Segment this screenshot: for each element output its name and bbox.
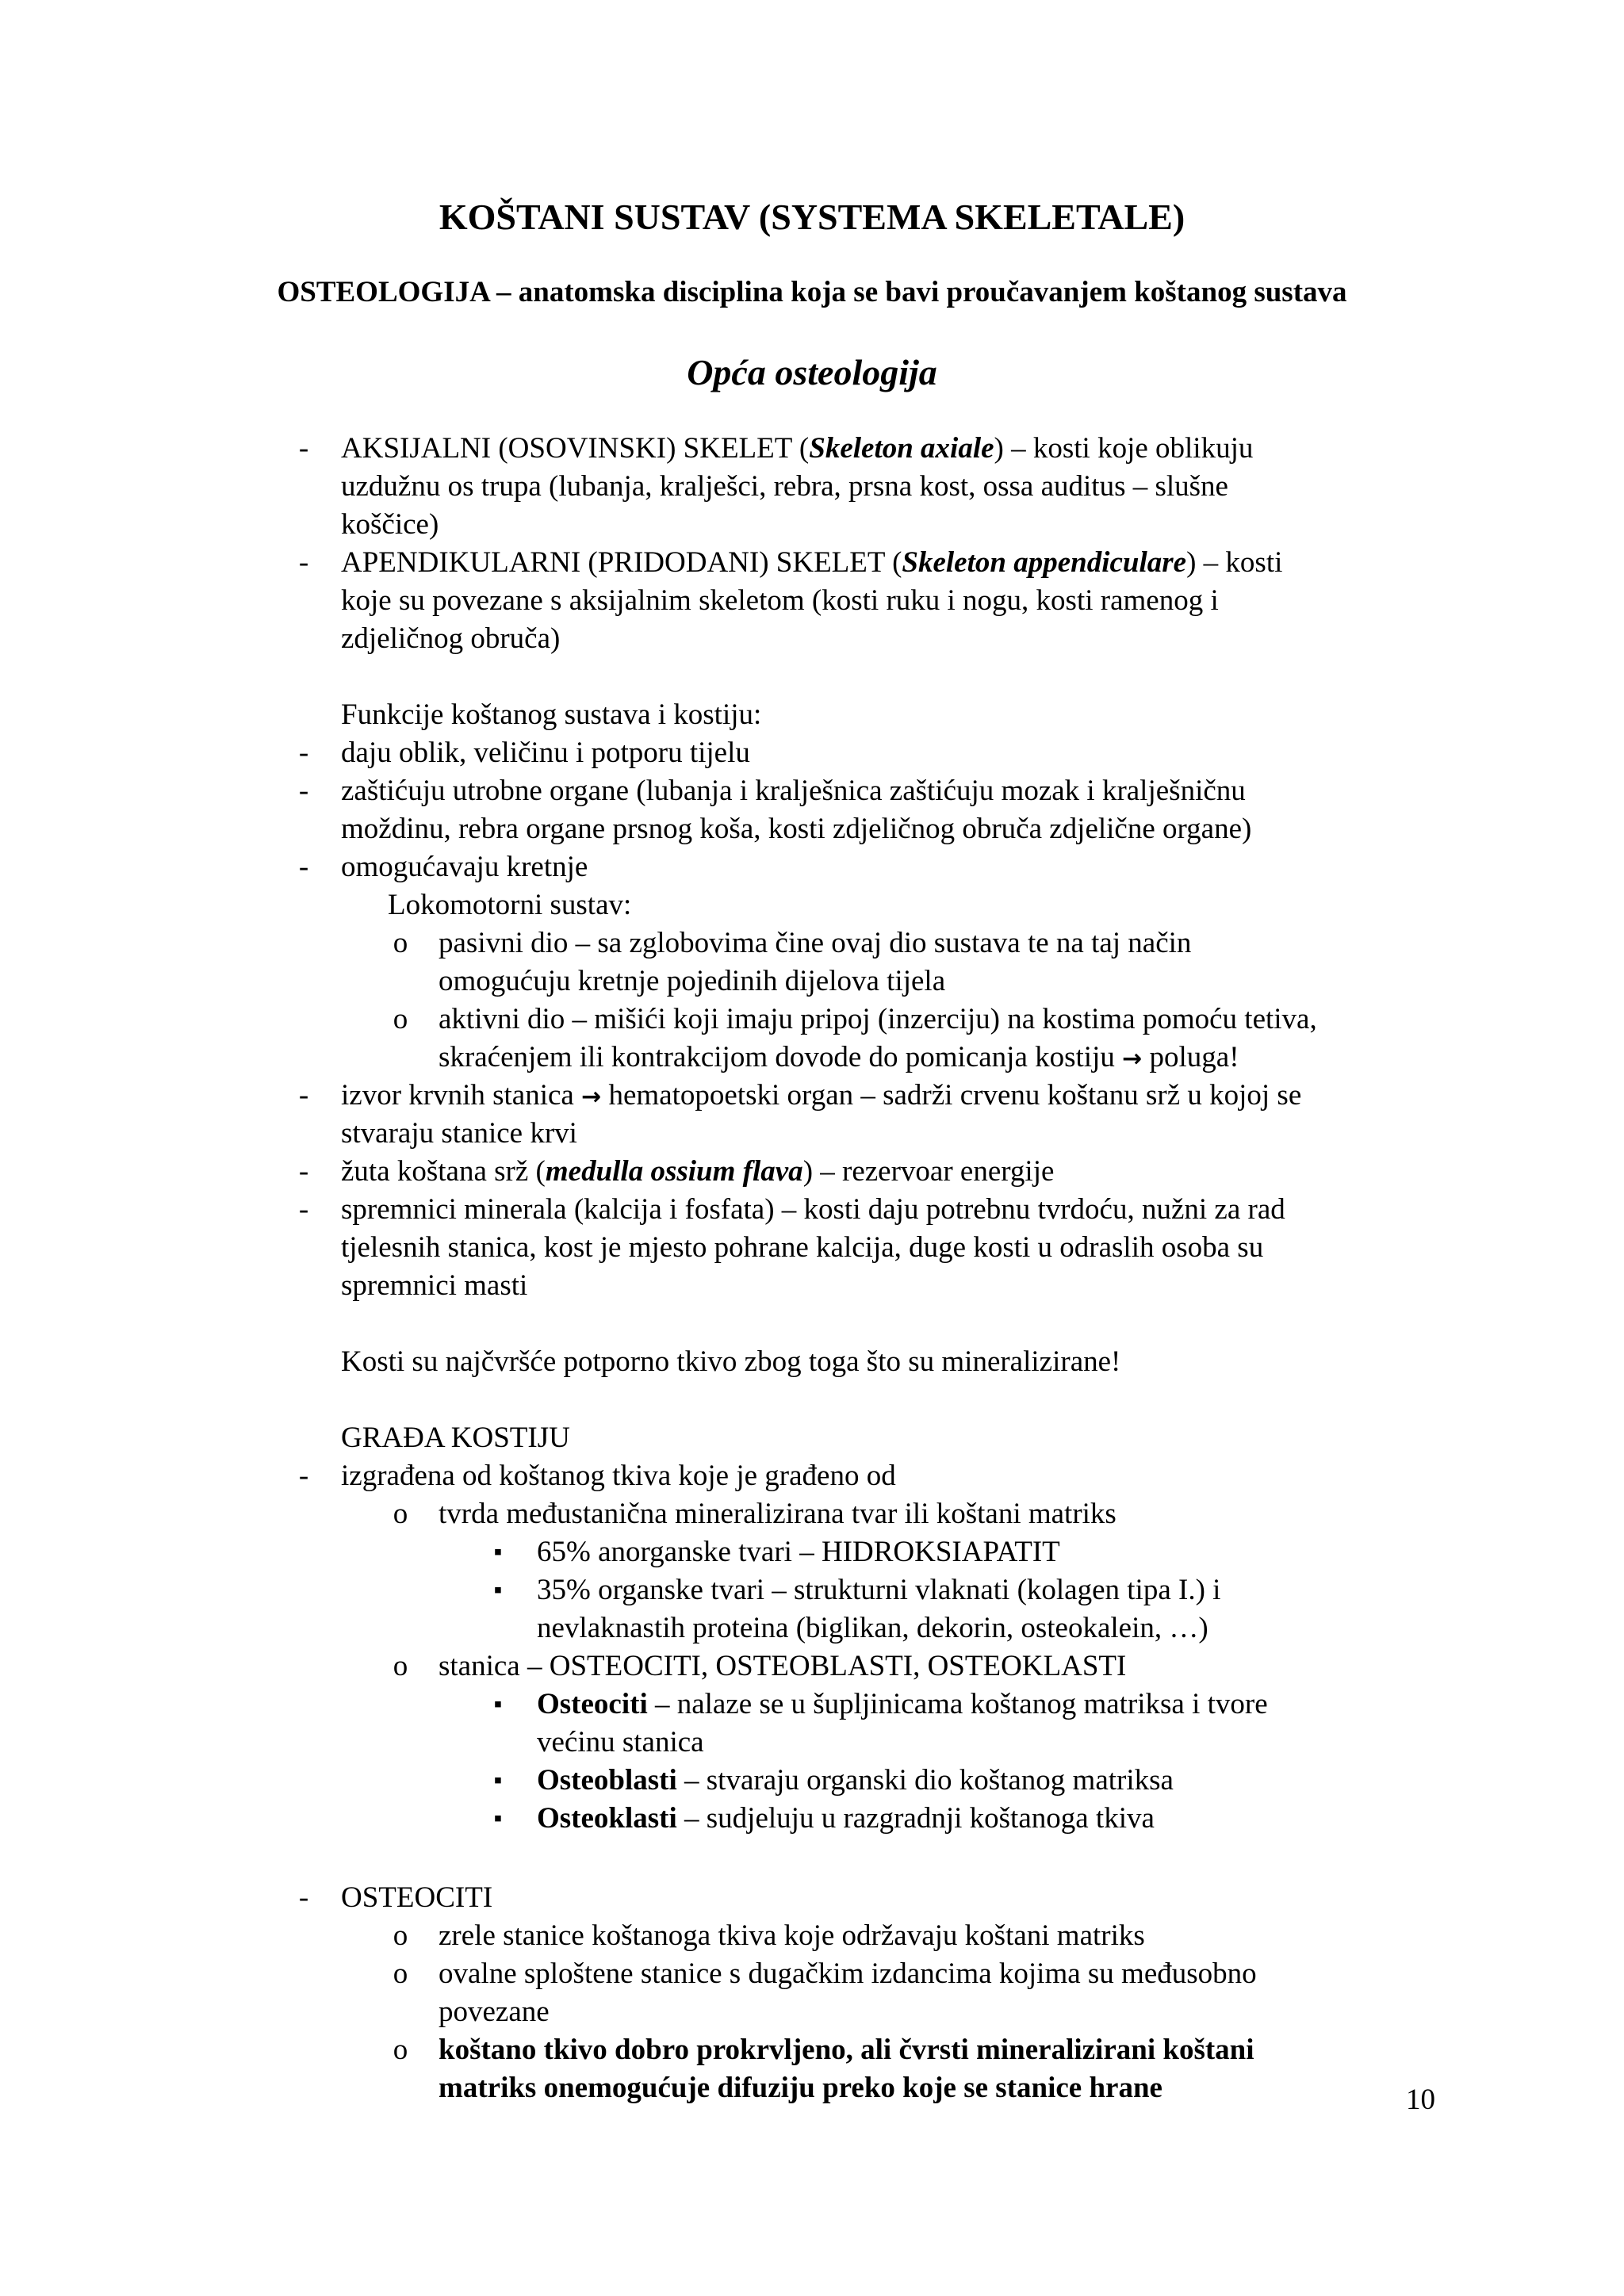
latin-term: medulla ossium flava [545, 1155, 803, 1188]
page-title: KOŠTANI SUSTAV (SYSTEMA SKELETALE) [439, 197, 1185, 237]
list-item: - AKSIJALNI (OSOVINSKI) SKELET (Skeleton axiale) – kosti koje oblikuju [0, 430, 1624, 468]
sublist-item: o aktivni dio – mišići koji imaju pripoj (inzerciju) na kostima pomoću tetiva, [0, 1001, 1624, 1039]
square-bullet-icon: ▪ [493, 1577, 503, 1603]
square-bullet-icon: ▪ [493, 1805, 503, 1831]
sublist-item: o ovalne splоštene stanice s dugačkim izdancima kojima su međusobno [0, 1955, 1624, 1993]
locomotor-heading: Lokomotorni sustav: [388, 889, 632, 921]
document-body: - AKSIJALNI (OSOVINSKI) SKELET (Skeleton axiale) – kosti koje oblikuju uzdužnu os trupa (lubanja, kralješci, rebra, prsna kost, ossa auditus – slušne koščice) - APENDIKULARNI (PRIDODANI) SKELET (Skeleton appendiculare) – kosti koje su povezane s aksijalnim skeletom (kosti ruku i nogu, kosti ramenog i zdjeličnog obruča) Funkcije koštanog sustava i kostiju: - daju oblik, veličinu i potporu tijelu - zaštićuju utrobne organe (lubanja i kralješnica zaštićuju mozak i kralješničnu moždinu, rebra organe prsnog koša, kosti zdjeličnog obruča zdjelične organe) - omogućavaju kretnje Lokomotorni sustav: o pasivni dio – sa zglobovima čine ovaj dio sustava te na taj način omogućuju kretnje pojedinih dijelova tijela o aktivni dio – mišići koji imaju pripoj (inzerciju) na kostima pomoću tetiva, skraćenjem ili kontrakcijom dovode do pomicanja kostiju → poluga! - izvor krvnih stanica → hematopoetski organ – sadrži crvenu koštanu srž u kojoj se stvaraju stanice krvi - žuta koštana srž (medulla ossium flava) – rezervoar energije - spremnici minerala (kalcija i fosfata) – kosti daju potrebnu tvrdoću, nužni za rad tjelesnih stanica, kost je mjesto pohrane kalcija, duge kosti u odraslih osoba su spremnici masti Kosti su najčvršće potporno tkivo zbog toga što su mineralizirane! GRAĐA KOSTIJU - izgrađena od koštanog tkiva koje je građeno od o tvrda međustanična mineralizirana tvar ili koštani matriks ▪ 65% anorganske tvari – HIDROKSIAPATIT ▪ 35% organske tvari – strukturni vlaknati (kolagen tipa I.) i nevlaknastih proteina (biglikan, dekorin, osteokalein, …) o stanica – OSTEOCITI, OSTEOBLASTI, OSTEOKLASTI ▪ Osteociti – nalaze se u šupljinicama koštanog matriksa i tvore većinu stanica ▪ Osteoblasti – stvaraju organski dio koštanog matriksa ▪ Osteoklasti – sudjeluju u razgradnji koštanoga tkiva - OSTEOCITI o zrele stanice koštanoga tkiva koje održavaju koštani matriks o ovalne splоštene stanice s dugačkim izdancima kojima su međusobno povezane o koštano tkivo dobro prokrvljeno, ali čvrsti mineralizirani koštani matriks onemogućuje difuziju preko koje se stanice hrane [0, 430, 1624, 2107]
axial-text: uzdužnu os trupa (lubanja, kralješci, rebra, prsna kost, ossa auditus – slušne [341, 470, 1228, 503]
subsublist-item: ▪ Osteociti – nalaze se u šupljinicama koštanog matriksa i tvore [0, 1686, 1624, 1724]
functions-heading: Funkcije koštanog sustava i kostiju: [341, 698, 762, 731]
structure-heading: GRAĐA KOSTIJU [341, 1422, 570, 1454]
list-item [0, 1879, 1624, 1917]
circle-marker: o [393, 1957, 408, 1990]
appendicular-text: koje su povezane s aksijalnim skeletom (kosti ruku i nogu, kosti ramenog i [341, 584, 1219, 617]
circle-marker: o [393, 1919, 408, 1952]
dash-marker: - [298, 546, 309, 579]
subsublist-item: ▪ Osteoblasti – stvaraju organski dio koštanog matriksa [0, 1762, 1624, 1800]
circle-marker: o [393, 927, 408, 959]
sublist-item: o stanica – OSTEOCITI, OSTEOBLASTI, OSTEOKLASTI [0, 1647, 1624, 1686]
list-item: - spremnici minerala (kalcija i fosfata) – kosti daju potrebnu tvrdoću, nužni za rad [0, 1191, 1624, 1229]
subsublist-item: ▪ 65% anorganske tvari – HIDROKSIAPATIT [0, 1533, 1624, 1571]
arrow-right-icon: → [1122, 1045, 1143, 1073]
dash-marker: - [298, 737, 309, 769]
axial-text: AKSIJALNI (OSOVINSKI) SKELET ( [341, 432, 810, 465]
sublist-item: o koštano tkivo dobro prokrvljeno, ali čvrsti mineralizirani koštani [0, 2031, 1624, 2069]
list-item: - žuta koštana srž (medulla ossium flava) – rezervoar energije [0, 1153, 1624, 1191]
dash-marker: - [298, 1079, 309, 1112]
list-item: - omogućavaju kretnje [0, 848, 1624, 886]
square-bullet-icon: ▪ [493, 1767, 503, 1793]
appendicular-latin-term: Skeleton appendiculare [902, 546, 1187, 579]
dash-marker: - [298, 851, 309, 883]
circle-marker: o [393, 1650, 408, 1682]
list-item: - APENDIKULARNI (PRIDODANI) SKELET (Skeleton appendiculare) – kosti [0, 544, 1624, 582]
dash-marker: - [298, 775, 309, 807]
page-number: 10 [1406, 2084, 1435, 2116]
sublist-item: o zrele stanice koštanoga tkiva koje održavaju koštani matriks [0, 1917, 1624, 1955]
list-item: - zaštićuju utrobne organe (lubanja i kralješnica zaštićuju mozak i kralješničnu [0, 772, 1624, 810]
square-bullet-icon: ▪ [493, 1691, 503, 1717]
circle-marker: o [393, 1498, 408, 1530]
subsublist-item: ▪ 35% organske tvari – strukturni vlaknati (kolagen tipa I.) i [0, 1571, 1624, 1609]
axial-latin-term: Skeleton axiale [809, 432, 994, 465]
list-item: - izvor krvnih stanica → hematopoetski organ – sadrži crvenu koštanu srž u kojoj se [0, 1077, 1624, 1115]
dash-marker: - [298, 1460, 309, 1492]
page-subtitle: OSTEOLOGIJA – anatomska disciplina koja se bavi proučavanjem koštanog sustava [277, 276, 1347, 308]
list-item: - izgrađena od koštanog tkiva koje je građeno od [0, 1457, 1624, 1495]
dash-marker: - [298, 1193, 309, 1226]
square-bullet-icon: ▪ [493, 1539, 503, 1565]
section-title: Opća osteologija [687, 352, 937, 392]
sublist-item: o pasivni dio – sa zglobovima čine ovaj dio sustava te na taj način [0, 924, 1624, 962]
dash-marker: - [298, 1881, 309, 1914]
subsublist-item: ▪ Osteoklasti – sudjeluju u razgradnji koštanoga tkiva [0, 1800, 1624, 1838]
appendicular-text: zdjeličnog obruča) [341, 622, 561, 655]
sublist-item: o tvrda međustanična mineralizirana tvar ili koštani matriks [0, 1495, 1624, 1533]
dash-marker: - [298, 432, 309, 465]
circle-marker: o [393, 2034, 408, 2066]
axial-text: koščice) [341, 508, 439, 541]
dash-marker: - [298, 1155, 309, 1188]
osteocytes-heading: OSTEOCITI [341, 1881, 493, 1914]
arrow-right-icon: → [581, 1083, 602, 1111]
list-item: - daju oblik, veličinu i potporu tijelu [0, 734, 1624, 772]
appendicular-text: APENDIKULARNI (PRIDODANI) SKELET ( [341, 546, 902, 579]
hardness-note: Kosti su najčvršće potporno tkivo zbog toga što su mineralizirane! [341, 1345, 1121, 1378]
circle-marker: o [393, 1003, 408, 1035]
